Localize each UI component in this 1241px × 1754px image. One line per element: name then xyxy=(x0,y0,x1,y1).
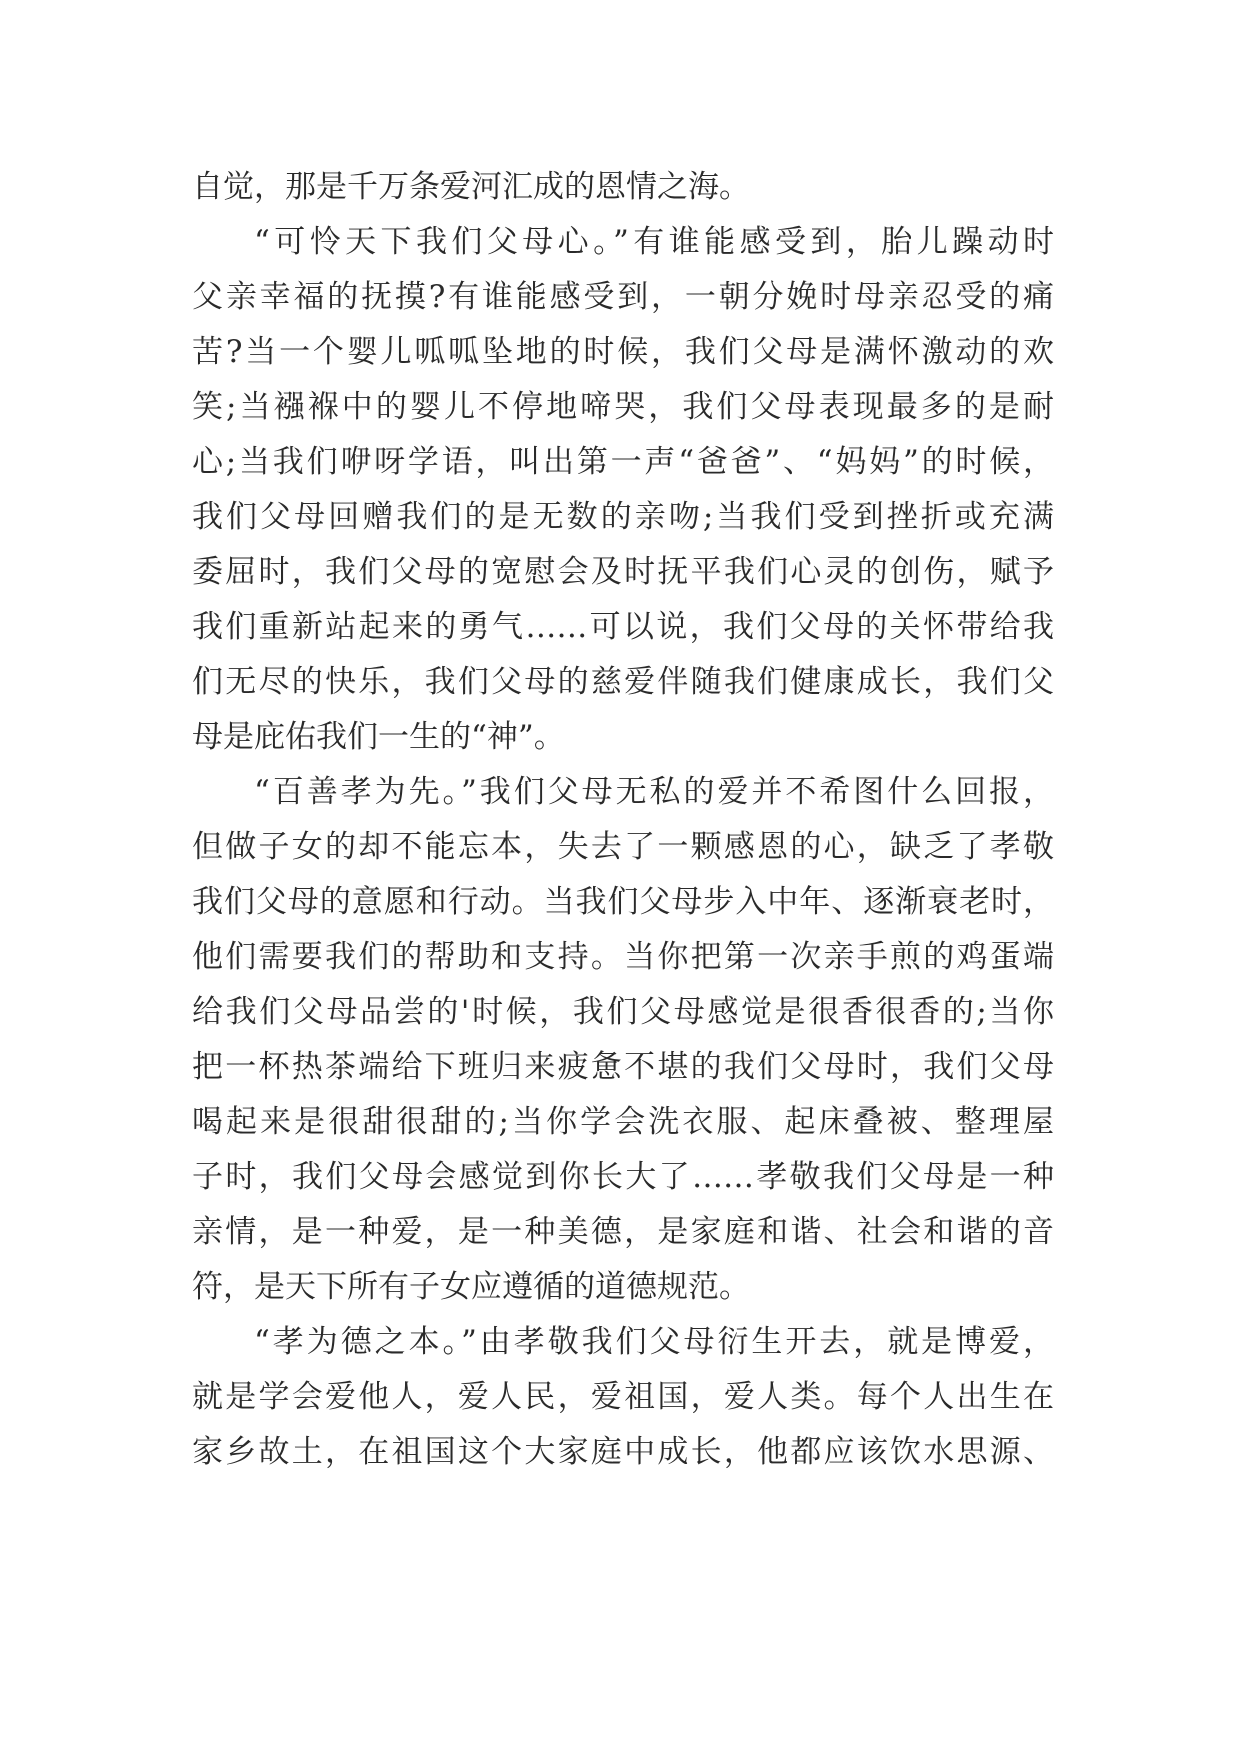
text-line: 们无尽的快乐，我们父母的慈爱伴随我们健康成长，我们父 xyxy=(192,664,1054,700)
paragraph xyxy=(192,215,1054,765)
text-line: 委屈时，我们父母的宽慰会及时抚平我们心灵的创伤，赋予 xyxy=(192,554,1054,590)
text-line: 自觉，那是千万条爱河汇成的恩情之海。 xyxy=(192,169,750,205)
text-line: 就是学会爱他人，爱人民，爱祖国，爱人类。每个人出生在 xyxy=(192,1379,1054,1415)
body-text xyxy=(192,160,1054,1480)
text-line: 把一杯热茶端给下班归来疲惫不堪的我们父母时，我们父母 xyxy=(192,1049,1054,1085)
text-line: “百善孝为先。”我们父母无私的爱并不希图什么回报， xyxy=(254,774,1054,810)
paragraph xyxy=(192,1315,1054,1480)
text-line: 我们父母回赠我们的是无数的亲吻;当我们受到挫折或充满 xyxy=(192,499,1054,535)
paragraph xyxy=(192,160,1054,215)
text-line: 但做子女的却不能忘本，失去了一颗感恩的心，缺乏了孝敬 xyxy=(192,829,1054,865)
text-line: 我们重新站起来的勇气……可以说，我们父母的关怀带给我 xyxy=(192,609,1054,645)
text-line: 家乡故土，在祖国这个大家庭中成长，他都应该饮水思源、 xyxy=(192,1434,1054,1470)
text-line: 我们父母的意愿和行动。当我们父母步入中年、逐渐衰老时， xyxy=(192,884,1054,920)
text-line: 心;当我们咿呀学语，叫出第一声“爸爸”、“妈妈”的时候， xyxy=(192,444,1054,480)
text-line: 喝起来是很甜很甜的;当你学会洗衣服、起床叠被、整理屋 xyxy=(192,1104,1054,1140)
text-line: 亲情，是一种爱，是一种美德，是家庭和谐、社会和谐的音 xyxy=(192,1214,1054,1250)
text-line: 母是庇佑我们一生的“神”。 xyxy=(192,719,565,755)
text-line: 给我们父母品尝的'时候，我们父母感觉是很香很香的;当你 xyxy=(192,994,1054,1030)
text-line: 子时，我们父母会感觉到你长大了……孝敬我们父母是一种 xyxy=(192,1159,1054,1195)
text-line: 符，是天下所有子女应遵循的道德规范。 xyxy=(192,1269,750,1305)
text-line: 父亲幸福的抚摸?有谁能感受到，一朝分娩时母亲忍受的痛 xyxy=(192,279,1054,315)
text-line: “孝为德之本。”由孝敬我们父母衍生开去，就是博爱， xyxy=(254,1324,1054,1360)
text-line: “可怜天下我们父母心。”有谁能感受到，胎儿躁动时 xyxy=(254,224,1054,260)
text-line: 笑;当襁褓中的婴儿不停地啼哭，我们父母表现最多的是耐 xyxy=(192,389,1054,425)
paragraph xyxy=(192,765,1054,1315)
text-line: 苦?当一个婴儿呱呱坠地的时候，我们父母是满怀激动的欢 xyxy=(192,334,1054,370)
text-line: 他们需要我们的帮助和支持。当你把第一次亲手煎的鸡蛋端 xyxy=(192,939,1054,975)
